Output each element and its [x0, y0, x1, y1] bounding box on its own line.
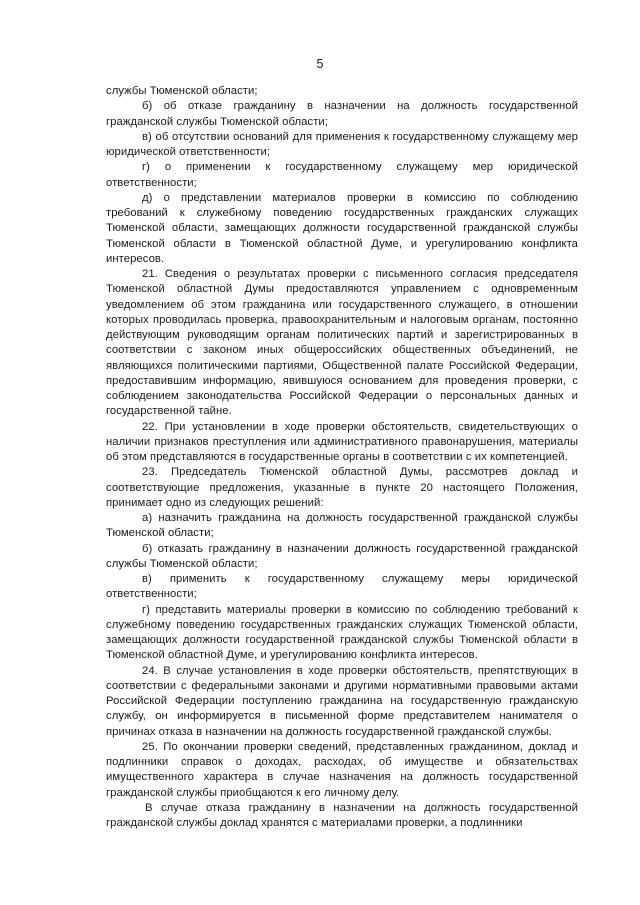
paragraph: 24. В случае установления в ходе проверки обстоятельств, препятствующих в соответствии с федеральными законами и другими нормативными правовыми актами Российской Федерации поступлению гражданина на государственную гражданскую службу, он информируется в письменной форме представителем нанимателя о причинах отказа в назначении на должность государственной гражданской службы.: [106, 664, 578, 738]
paragraph: а) назначить гражданина на должность государственной гражданской службы Тюменской области;: [106, 512, 578, 540]
paragraph: б) отказать гражданину в назначении должность государственной гражданской службы Тюменской области;: [106, 542, 578, 570]
paragraph: в) применить к государственному служащему меры юридической ответственности;: [106, 573, 578, 601]
paragraph: б) об отказе гражданину в назначении на должность государственной гражданской службы Тюменской области;: [106, 100, 578, 128]
paragraph: 25. По окончании проверки сведений, представленных гражданином, доклад и подлинники справок о доходах, расходах, об имуществе и обязательствах имущественного характера в случае назначения на должность государственной гражданской службы приобщаются к его личному делу.: [106, 740, 578, 799]
body-text: [106, 84, 578, 831]
paragraph: 21. Сведения о результатах проверки с письменного согласия председателя Тюменской областной Думы предоставляются управлением с одновременным уведомлением об этом гражданина или государственного служащего, в отношении которых проводилась проверка, правоохранительным и налоговым органам, постоянно действующим руководящим органам политических партий и зарегистрированных в соответствии с законом иных общероссийских общественных объединений, не являющихся политическими партиями, Общественной палате Российской Федерации, предоставившим информацию, явившуюся основанием для проведения проверки, с соблюдением законодательства Российской Федерации о персональных данных и государственной тайне.: [106, 268, 578, 418]
paragraph: 23. Председатель Тюменской областной Думы, рассмотрев доклад и соответствующие предложения, указанные в пункте 20 настоящего Положения, принимает одно из следующих решений:: [106, 466, 578, 509]
paragraph: г) о применении к государственному служащему мер юридической ответственности;: [106, 161, 578, 189]
paragraph: службы Тюменской области;: [106, 85, 258, 97]
paragraph: г) представить материалы проверки в комиссию по соблюдению требований к служебному поведению государственных гражданских служащих Тюменской области, замещающих должности государственной гражданской службы Тюменской области в Тюменской областной Думе, и урегулированию конфликта интересов.: [106, 603, 578, 662]
paragraph: в) об отсутствии оснований для применения к государственному служащему мер юридической ответственности;: [106, 130, 578, 158]
paragraph: д) о представлении материалов проверки в комиссию по соблюдению требований к служебному поведению государственных гражданских служащих Тюменской области, замещающих должности государственной гражданской службы Тюменской области в Тюменской областной Думе, и урегулированию конфликта интересов.: [106, 191, 578, 265]
paragraph: В случае отказа гражданину в назначении на должность государственной гражданской службы доклад хранятся с материалами проверки, а подлинники: [106, 801, 578, 829]
page-number: 5: [316, 57, 324, 71]
paragraph: 22. При установлении в ходе проверки обстоятельств, свидетельствующих о наличии признаков преступления или административного правонарушения, материалы об этом представляются в государственные органы в соответствии с их компетенцией.: [106, 420, 578, 463]
